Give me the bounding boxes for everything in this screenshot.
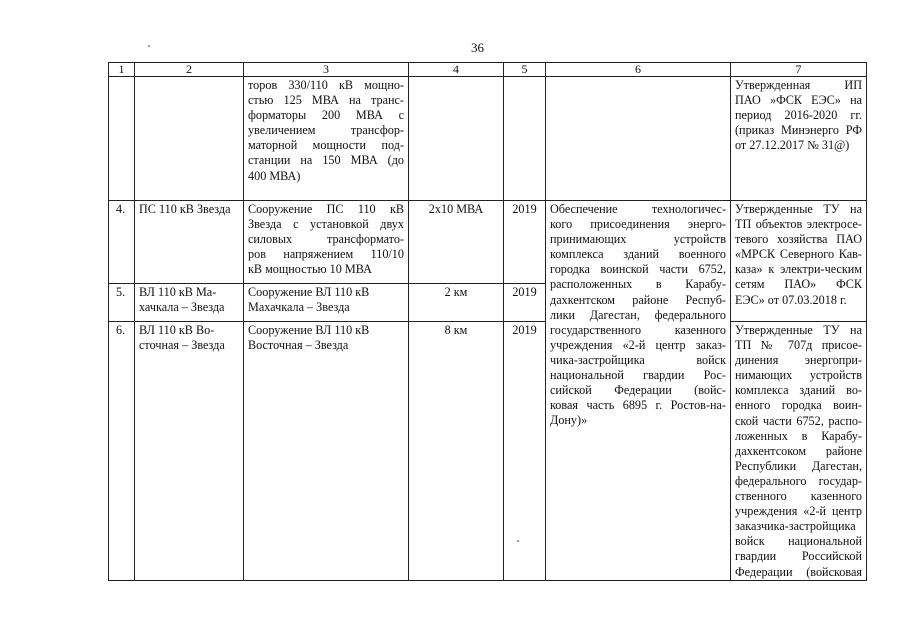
cell-object xyxy=(135,322,244,581)
text-line: комплекса зданий военного xyxy=(550,247,726,262)
cell-object xyxy=(135,77,244,201)
cell-work-description xyxy=(244,77,409,201)
cell-purpose xyxy=(546,201,731,581)
cell-work-description xyxy=(244,322,409,581)
text-line: федерального государ- xyxy=(735,473,862,488)
text-line: Утвержденные ТУ на xyxy=(735,202,862,216)
text-line: заказчика-застройщика xyxy=(735,519,856,534)
text-line: принимающих устройств xyxy=(550,232,726,247)
text-line: торов 330/110 кВ мощно- xyxy=(248,78,404,92)
text-line: сетям ПАО» ФСК xyxy=(735,277,862,292)
text-line: енного городка воин- xyxy=(735,398,862,413)
text-line: ственного казенного xyxy=(735,489,862,504)
text-line: сийской Федерации (войс- xyxy=(550,383,726,398)
text-line: национальной гвардии Рос- xyxy=(550,368,726,383)
cell-work-description xyxy=(244,284,409,322)
text-line: 400 МВА) xyxy=(248,168,301,183)
text-line: сточная – Звезда xyxy=(139,338,225,353)
text-line: от 27.12.2017 № 31@) xyxy=(735,138,850,153)
text-line: городка воинской части 6752, xyxy=(550,262,726,277)
cell-year: 2019 xyxy=(504,201,546,284)
text-line: период 2016-2020 гг. xyxy=(735,108,862,123)
cell-basis xyxy=(731,77,867,201)
table-row xyxy=(109,322,867,581)
table-row xyxy=(109,201,867,284)
cell-year xyxy=(504,77,546,201)
text-line: ПС 110 кВ Звезда xyxy=(139,202,231,216)
text-line: «МРСК Северного Кав- xyxy=(735,247,862,262)
text-line: Сооружение ВЛ 110 кВ xyxy=(248,323,370,337)
cell-capacity: 2 км xyxy=(409,284,504,322)
cell-number xyxy=(109,77,135,201)
text-line: ТП объектов электросе- xyxy=(735,217,862,232)
text-line: чика-застройщика войск xyxy=(550,352,726,367)
column-header: 7 xyxy=(731,63,867,77)
text-line: дахкентском районе Респуб- xyxy=(550,292,726,307)
column-header: 4 xyxy=(409,63,504,77)
text-line: кого присоединения энерго- xyxy=(550,217,726,232)
cell-year: 2019 xyxy=(504,284,546,322)
text-line: станции на 150 МВА (до xyxy=(248,153,404,168)
text-line: лики Дагестан, федерального xyxy=(550,307,726,322)
cell-year: 2019 xyxy=(504,322,546,581)
text-line: Республики Дагестан, xyxy=(735,458,862,473)
cell-purpose xyxy=(546,77,731,201)
data-table xyxy=(108,62,867,581)
text-line: Сооружение ВЛ 110 кВ xyxy=(248,285,370,299)
column-header: 1 xyxy=(109,63,135,77)
text-line: ложенных в Карабу- xyxy=(735,428,862,443)
text-line: кВ мощностью 10 МВА xyxy=(248,262,372,277)
column-header: 2 xyxy=(135,63,244,77)
text-line: (приказ Минэнерго РФ xyxy=(735,123,862,138)
cell-capacity xyxy=(409,77,504,201)
text-line: учреждения «2-й центр заказ- xyxy=(550,337,726,352)
scan-speck xyxy=(148,45,150,47)
text-line: Федерации (войсковая xyxy=(735,564,862,579)
text-line: Утвержденная ИП xyxy=(735,78,862,92)
text-line: динения энергопри- xyxy=(735,353,862,368)
text-line: маторной мощности под- xyxy=(248,138,404,153)
cell-basis xyxy=(731,201,867,322)
cell-capacity: 8 км xyxy=(409,322,504,581)
cell-object xyxy=(135,284,244,322)
cell-capacity: 2x10 МВА xyxy=(409,201,504,284)
cell-number: 5. xyxy=(109,284,135,322)
text-line: дахкентсоком районе xyxy=(735,443,862,458)
text-line: Дону)» xyxy=(550,413,588,428)
cell-number: 6. xyxy=(109,322,135,581)
column-header: 5 xyxy=(504,63,546,77)
text-line: ВЛ 110 кВ Во- xyxy=(139,323,215,337)
text-line: ПАО »ФСК ЕЭС» на xyxy=(735,93,862,108)
cell-work-description xyxy=(244,201,409,284)
column-header-row xyxy=(109,63,867,77)
page-number: 36 xyxy=(471,40,484,55)
text-line: Звезда с установкой двух xyxy=(248,217,404,232)
text-line: увеличением трансфор- xyxy=(248,123,404,138)
text-line: учреждения «2-й центр xyxy=(735,504,862,519)
column-header: 3 xyxy=(244,63,409,77)
cell-basis xyxy=(731,322,867,581)
text-line: войск национальной xyxy=(735,534,862,549)
text-line: государственного казенного xyxy=(550,322,726,337)
text-line: стью 125 МВА на транс- xyxy=(248,93,404,108)
text-line: форматоры 200 МВА с xyxy=(248,108,404,123)
text-line: каза» к электри-ческим xyxy=(735,262,862,277)
text-line: Сооружение ПС 110 кВ xyxy=(248,202,404,216)
text-line: ВЛ 110 кВ Ма- xyxy=(139,285,217,299)
column-header: 6 xyxy=(546,63,731,77)
text-line: силовых трансформато- xyxy=(248,232,404,247)
text-line: ской части 6752, распо- xyxy=(735,413,862,428)
text-line: ковая часть 6895 г. Ростов-на- xyxy=(550,398,726,413)
text-line: Восточная – Звезда xyxy=(248,338,349,353)
text-line: нимающих устройств xyxy=(735,368,862,383)
text-line: ЕЭС» от 07.03.2018 г. xyxy=(735,292,847,307)
text-line: ров напряжением 110/10 xyxy=(248,247,404,262)
text-line: Махачкала – Звезда xyxy=(248,300,350,315)
text-line: хачкала – Звезда xyxy=(139,300,225,315)
text-line: Утвержденные ТУ на xyxy=(735,323,862,337)
cell-number: 4. xyxy=(109,201,135,284)
text-line: тевого хозяйства ПАО xyxy=(735,232,862,247)
text-line: гвардии Российской xyxy=(735,549,862,564)
text-line: расположенных в Карабу- xyxy=(550,277,726,292)
text-line: ТП № 707д присое- xyxy=(735,338,862,353)
text-line: Обеспечение технологичес- xyxy=(550,202,726,216)
table-row-continuation xyxy=(109,77,867,201)
text-line: комплекса зданий во- xyxy=(735,383,862,398)
cell-object xyxy=(135,201,244,284)
